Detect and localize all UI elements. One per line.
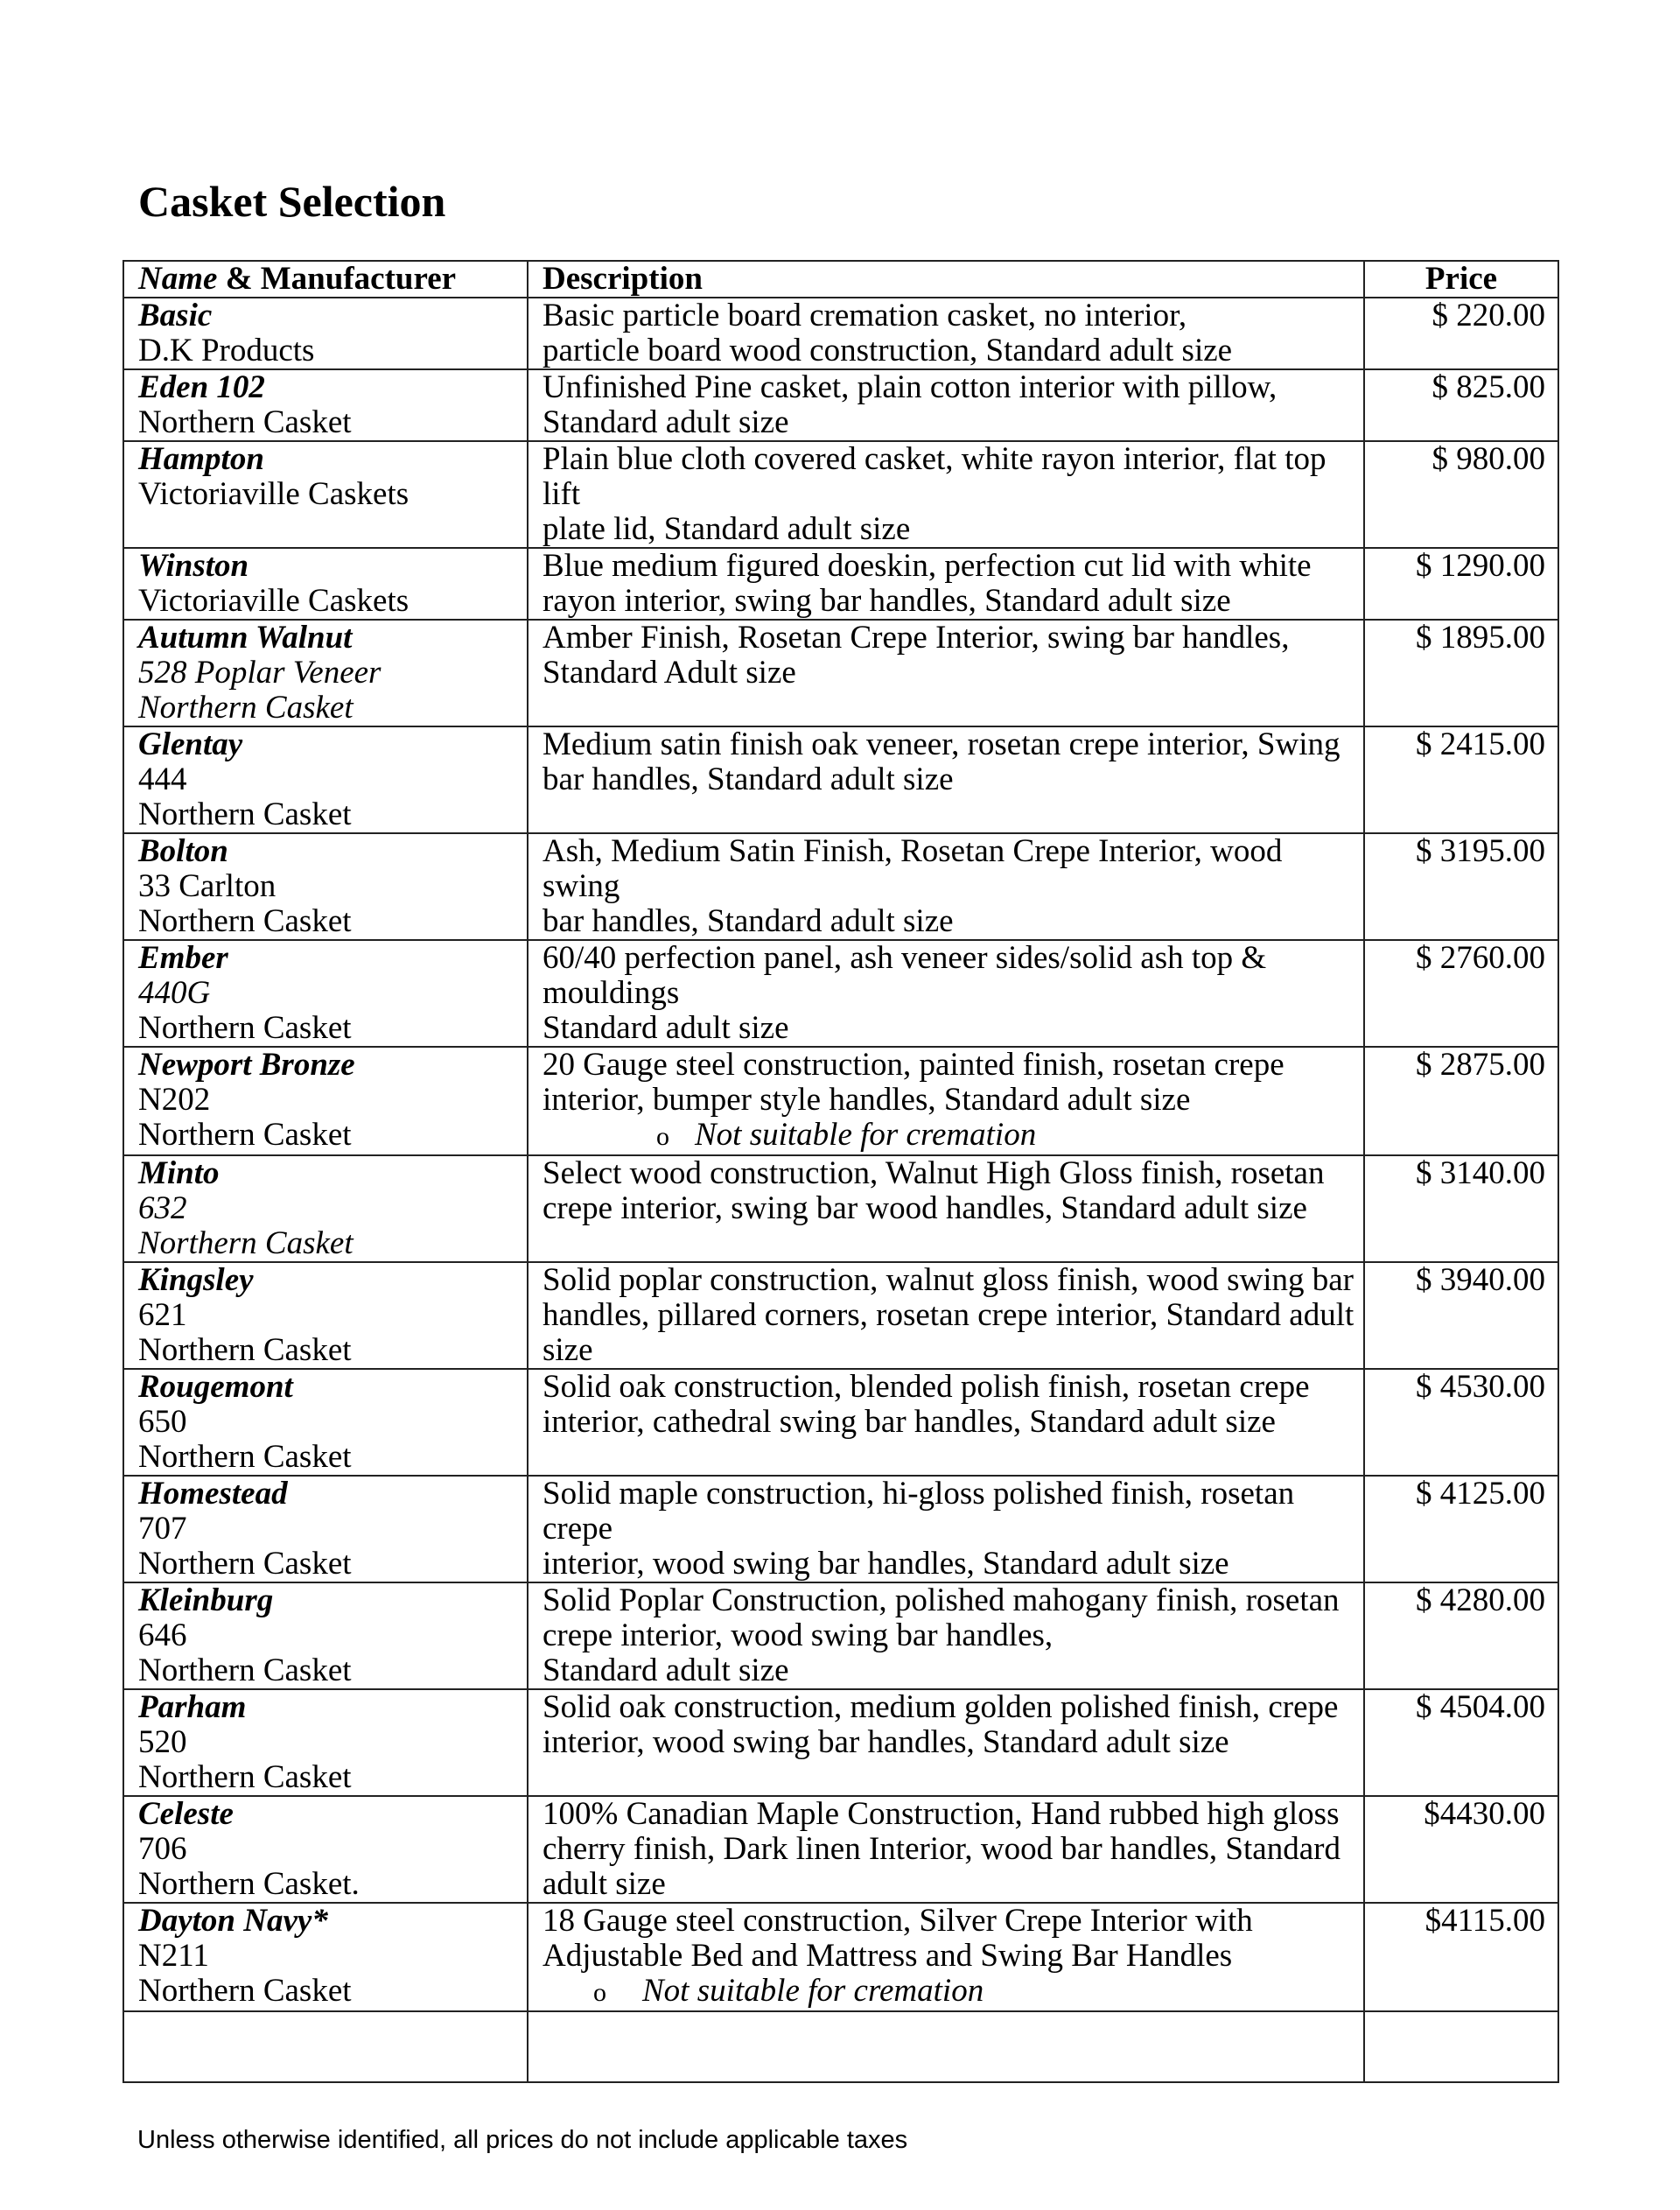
- description-line: Adjustable Bed and Mattress and Swing Bar Handles: [542, 1938, 1233, 1974]
- price-cell: $ 4530.00: [1364, 1369, 1558, 1476]
- table-row: [123, 833, 1558, 940]
- description-line: Plain blue cloth covered casket, white rayon interior, flat top lift: [542, 441, 1326, 512]
- empty-cell: [1364, 2011, 1558, 2082]
- manufacturer: Victoriaville Caskets: [138, 583, 410, 619]
- manufacturer: Northern Casket: [138, 1010, 352, 1046]
- cremation-note-text: Not suitable for cremation: [695, 1117, 1037, 1153]
- name-cell: [123, 620, 528, 726]
- price-cell: $ 3195.00: [1364, 833, 1558, 940]
- name-cell: [123, 298, 528, 369]
- model: 440G: [138, 975, 211, 1011]
- table-row: [123, 1903, 1558, 2011]
- description-line: Basic particle board cremation casket, no interior,: [542, 298, 1187, 333]
- description-cell: [528, 1047, 1364, 1155]
- empty-cell: [528, 2011, 1364, 2082]
- name-cell: [123, 833, 528, 940]
- name-cell: [123, 1903, 528, 2011]
- table-row: [123, 1155, 1558, 1262]
- casket-name: Kleinburg: [138, 1582, 274, 1618]
- name-cell: [123, 441, 528, 548]
- casket-name: Glentay: [138, 726, 243, 762]
- description-line: Unfinished Pine casket, plain cotton interior with pillow,: [542, 369, 1278, 405]
- price-cell: $ 4280.00: [1364, 1582, 1558, 1689]
- model: 444: [138, 761, 187, 797]
- table-row: [123, 726, 1558, 833]
- name-cell: [123, 1582, 528, 1689]
- tax-footnote: Unless otherwise identified, all prices do not include applicable taxes: [137, 2126, 908, 2154]
- description-cell: [528, 1582, 1364, 1689]
- price-cell: $ 2760.00: [1364, 940, 1558, 1047]
- manufacturer: D.K Products: [138, 333, 315, 368]
- model: N211: [138, 1938, 209, 1974]
- table-row: [123, 441, 1558, 548]
- price-cell: $4115.00: [1364, 1903, 1558, 2011]
- manufacturer: Northern Casket: [138, 690, 354, 726]
- model: N202: [138, 1082, 211, 1118]
- casket-name: Autumn Walnut: [138, 620, 353, 656]
- model: 706: [138, 1831, 187, 1867]
- price-cell: $ 1290.00: [1364, 548, 1558, 620]
- description-line: interior, wood swing bar handles, Standard adult size: [542, 1724, 1229, 1760]
- manufacturer: Northern Casket: [138, 1652, 352, 1688]
- description-cell: [528, 833, 1364, 940]
- description-cell: [528, 1476, 1364, 1582]
- name-cell: [123, 548, 528, 620]
- table-row: [123, 1796, 1558, 1903]
- description-cell: [528, 1689, 1364, 1796]
- table-row: [123, 940, 1558, 1047]
- manufacturer: Northern Casket.: [138, 1866, 360, 1902]
- table-header-row: [123, 261, 1558, 298]
- casket-name: Homestead: [138, 1476, 288, 1512]
- table-row: [123, 1047, 1558, 1155]
- table-row: [123, 1689, 1558, 1796]
- description-line: 18 Gauge steel construction, Silver Crepe Interior with: [542, 1903, 1253, 1939]
- description-line: interior, bumper style handles, Standard adult size: [542, 1082, 1191, 1118]
- casket-name: Kingsley: [138, 1262, 254, 1298]
- description-cell: [528, 940, 1364, 1047]
- description-line: Select wood construction, Walnut High Gloss finish, rosetan: [542, 1155, 1325, 1191]
- model: 621: [138, 1297, 187, 1333]
- empty-table-row: [123, 2011, 1558, 2082]
- price-cell: $ 4125.00: [1364, 1476, 1558, 1582]
- description-line: Solid poplar construction, walnut gloss finish, wood swing bar: [542, 1262, 1354, 1298]
- description-line: interior, wood swing bar handles, Standard adult size: [542, 1546, 1229, 1582]
- description-cell: [528, 1262, 1364, 1369]
- price-cell: $ 4504.00: [1364, 1689, 1558, 1796]
- price-cell: $ 3940.00: [1364, 1262, 1558, 1369]
- manufacturer: Northern Casket: [138, 1973, 352, 2009]
- casket-name: Minto: [138, 1155, 220, 1191]
- description-line: 100% Canadian Maple Construction, Hand rubbed high gloss: [542, 1796, 1340, 1832]
- description-line: Amber Finish, Rosetan Crepe Interior, swing bar handles,: [542, 620, 1290, 656]
- description-cell: [528, 726, 1364, 833]
- empty-cell: [123, 2011, 528, 2082]
- description-line: adult size: [542, 1866, 666, 1902]
- price-cell: $ 825.00: [1364, 369, 1558, 441]
- header-name-manufacturer: [123, 261, 528, 298]
- description-line: Standard Adult size: [542, 655, 796, 691]
- cremation-note: [542, 1118, 1360, 1154]
- model: 650: [138, 1404, 187, 1440]
- cremation-note-text: Not suitable for cremation: [642, 1973, 984, 2009]
- model: 33 Carlton: [138, 868, 276, 904]
- description-cell: [528, 298, 1364, 369]
- description-cell: [528, 1796, 1364, 1903]
- casket-table: [122, 260, 1559, 2083]
- manufacturer: Northern Casket: [138, 796, 352, 832]
- casket-name: Celeste: [138, 1796, 234, 1832]
- price-cell: $ 2415.00: [1364, 726, 1558, 833]
- description-line: Medium satin finish oak veneer, rosetan crepe interior, Swing: [542, 726, 1340, 762]
- model: 646: [138, 1617, 187, 1653]
- model: 520: [138, 1724, 187, 1760]
- manufacturer: Northern Casket: [138, 1225, 354, 1261]
- table-row: [123, 620, 1558, 726]
- name-cell: [123, 940, 528, 1047]
- name-cell: [123, 1796, 528, 1903]
- manufacturer: Northern Casket: [138, 1332, 352, 1368]
- description-cell: [528, 548, 1364, 620]
- description-line: Standard adult size: [542, 404, 789, 440]
- name-cell: [123, 1262, 528, 1369]
- name-cell: [123, 1476, 528, 1582]
- description-cell: [528, 369, 1364, 441]
- casket-name: Dayton Navy*: [138, 1903, 328, 1939]
- table-row: [123, 369, 1558, 441]
- manufacturer: Northern Casket: [138, 903, 352, 939]
- casket-name: Eden 102: [138, 369, 265, 405]
- casket-name: Bolton: [138, 833, 228, 869]
- model: 707: [138, 1511, 187, 1547]
- price-cell: $ 220.00: [1364, 298, 1558, 369]
- header-name-italic: Name: [138, 261, 218, 297]
- manufacturer: Northern Casket: [138, 1439, 352, 1475]
- description-line: size: [542, 1332, 593, 1368]
- manufacturer: Northern Casket: [138, 1117, 352, 1153]
- header-name-rest: & Manufacturer: [217, 261, 457, 297]
- bullet-circle-icon: o: [593, 1978, 606, 2007]
- model: 632: [138, 1190, 187, 1226]
- casket-name: Newport Bronze: [138, 1047, 355, 1083]
- casket-name: Parham: [138, 1689, 247, 1725]
- description-line: bar handles, Standard adult size: [542, 761, 954, 797]
- description-line: Solid maple construction, hi-gloss polished finish, rosetan crepe: [542, 1476, 1295, 1547]
- table-row: [123, 1262, 1558, 1369]
- description-line: Solid Poplar Construction, polished mahogany finish, rosetan: [542, 1582, 1340, 1618]
- table-body: [123, 298, 1558, 2082]
- description-cell: [528, 1369, 1364, 1476]
- description-line: particle board wood construction, Standard adult size: [542, 333, 1233, 368]
- manufacturer: Northern Casket: [138, 404, 352, 440]
- description-line: 60/40 perfection panel, ash veneer sides/solid ash top &: [542, 940, 1267, 976]
- description-line: bar handles, Standard adult size: [542, 903, 954, 939]
- description-cell: [528, 441, 1364, 548]
- bullet-circle-icon: o: [656, 1122, 669, 1151]
- name-cell: [123, 1155, 528, 1262]
- description-line: Ash, Medium Satin Finish, Rosetan Crepe Interior, wood swing: [542, 833, 1283, 904]
- cremation-note: [542, 1974, 1360, 2010]
- description-line: cherry finish, Dark linen Interior, wood bar handles, Standard: [542, 1831, 1340, 1867]
- name-cell: [123, 369, 528, 441]
- casket-name: Ember: [138, 940, 228, 976]
- price-cell: $ 3140.00: [1364, 1155, 1558, 1262]
- name-cell: [123, 1047, 528, 1155]
- description-line: rayon interior, swing bar handles, Standard adult size: [542, 583, 1231, 619]
- casket-name: Rougemont: [138, 1369, 293, 1405]
- header-description: Description: [528, 261, 1364, 298]
- description-cell: [528, 1155, 1364, 1262]
- name-cell: [123, 1689, 528, 1796]
- price-cell: $ 980.00: [1364, 441, 1558, 548]
- casket-name: Basic: [138, 298, 213, 333]
- description-line: Solid oak construction, medium golden polished finish, crepe: [542, 1689, 1339, 1725]
- description-line: crepe interior, swing bar wood handles, Standard adult size: [542, 1190, 1307, 1226]
- description-cell: [528, 1903, 1364, 2011]
- table-row: [123, 298, 1558, 369]
- table-row: [123, 1582, 1558, 1689]
- description-line: interior, cathedral swing bar handles, Standard adult size: [542, 1404, 1276, 1440]
- description-line: Solid oak construction, blended polish finish, rosetan crepe: [542, 1369, 1310, 1405]
- table-row: [123, 548, 1558, 620]
- casket-name: Winston: [138, 548, 249, 584]
- page-title: Casket Selection: [138, 177, 446, 226]
- description-line: mouldings: [542, 975, 680, 1011]
- description-line: crepe interior, wood swing bar handles,: [542, 1617, 1054, 1653]
- manufacturer: Victoriaville Caskets: [138, 476, 410, 512]
- table-row: [123, 1369, 1558, 1476]
- name-cell: [123, 1369, 528, 1476]
- manufacturer: Northern Casket: [138, 1546, 352, 1582]
- name-cell: [123, 726, 528, 833]
- description-line: Standard adult size: [542, 1652, 789, 1688]
- description-line: plate lid, Standard adult size: [542, 511, 911, 547]
- description-line: Blue medium figured doeskin, perfection cut lid with white: [542, 548, 1312, 584]
- description-line: 20 Gauge steel construction, painted finish, rosetan crepe: [542, 1047, 1284, 1083]
- description-line: Standard adult size: [542, 1010, 789, 1046]
- price-cell: $ 2875.00: [1364, 1047, 1558, 1155]
- casket-name: Hampton: [138, 441, 264, 477]
- price-cell: $ 1895.00: [1364, 620, 1558, 726]
- description-line: handles, pillared corners, rosetan crepe interior, Standard adult: [542, 1297, 1354, 1333]
- manufacturer: Northern Casket: [138, 1759, 352, 1795]
- table-row: [123, 1476, 1558, 1582]
- model: 528 Poplar Veneer: [138, 655, 382, 691]
- header-price: Price: [1364, 261, 1558, 298]
- description-cell: [528, 620, 1364, 726]
- price-cell: $4430.00: [1364, 1796, 1558, 1903]
